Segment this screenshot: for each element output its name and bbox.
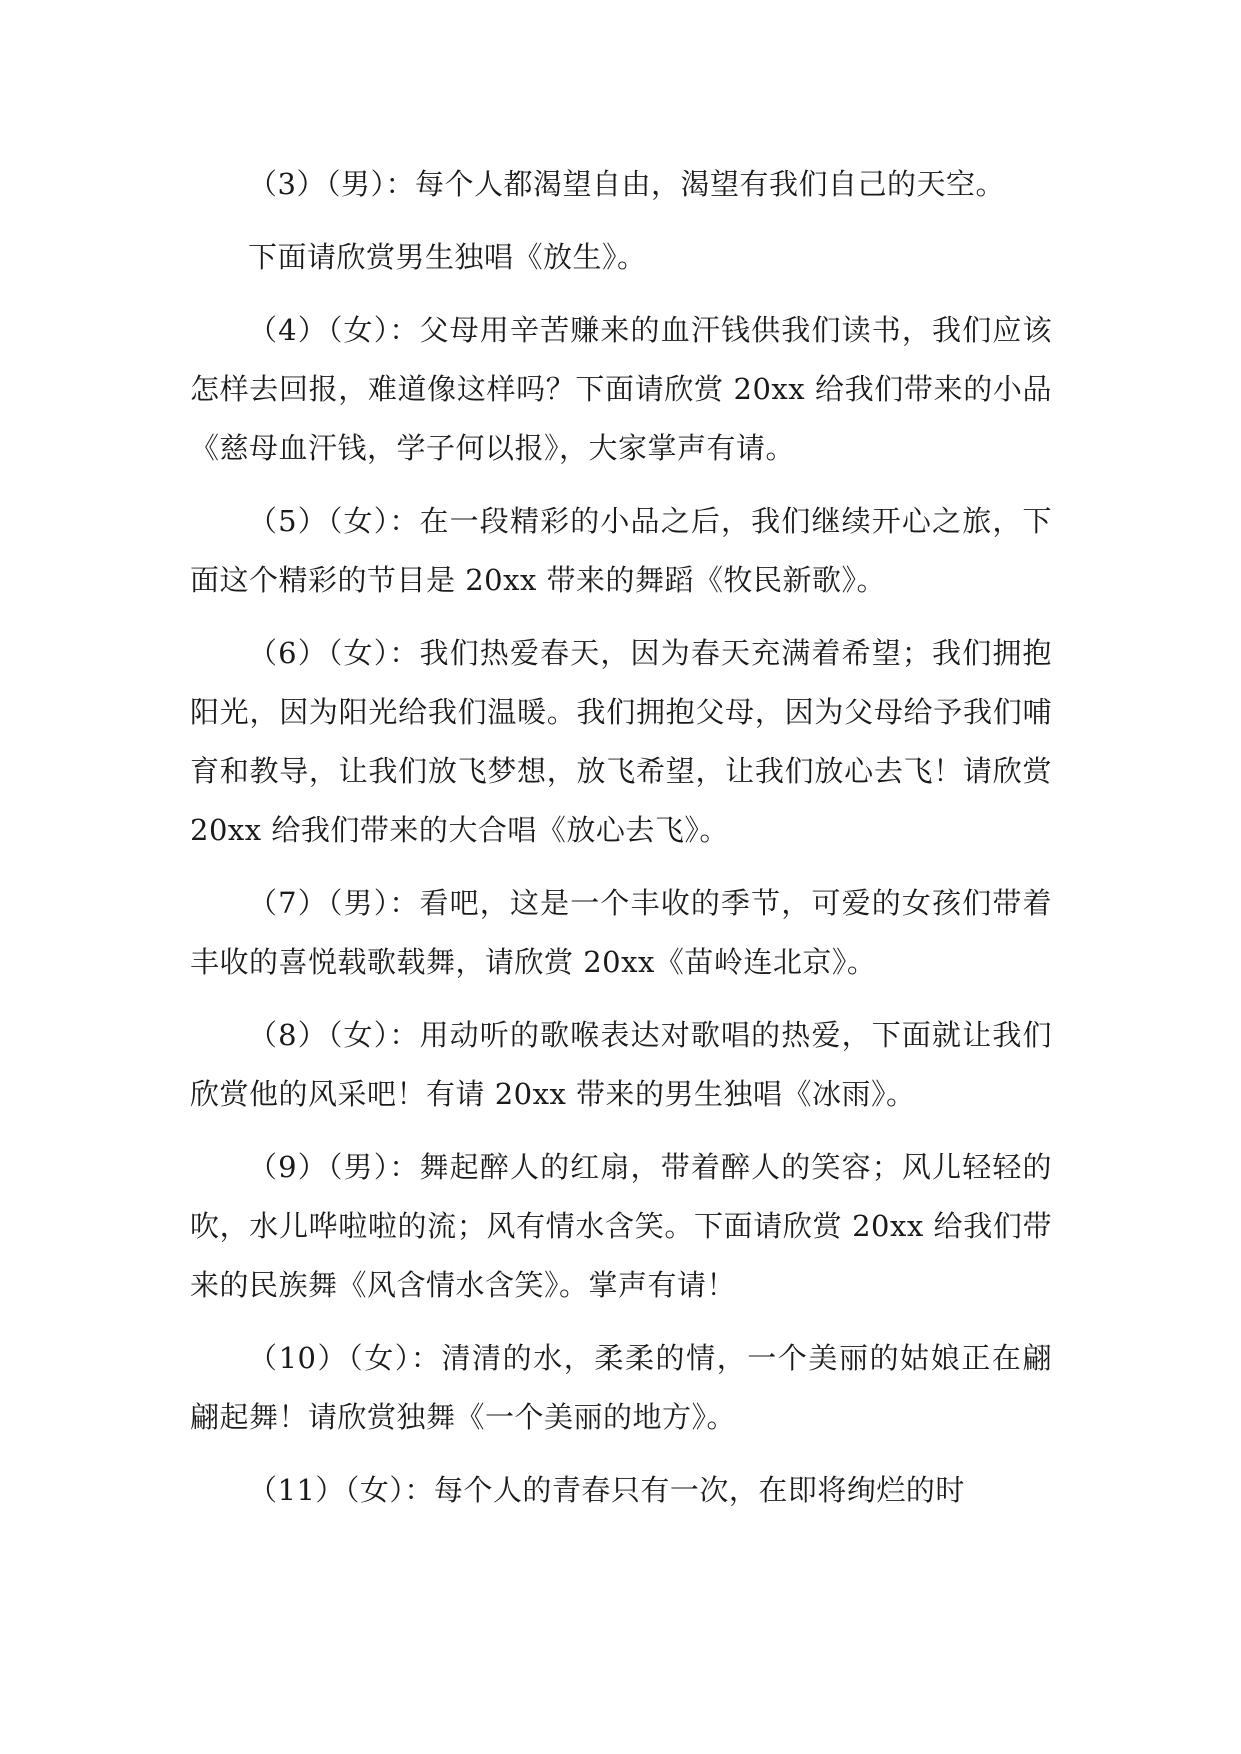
paragraph-10: （10）（女）：清清的水，柔柔的情，一个美丽的姑娘正在翩翩起舞！请欣赏独舞《一个美丽的地方》。 bbox=[190, 1341, 1052, 1434]
paragraph-8: （8）（女）：用动听的歌喉表达对歌唱的热爱，下面就让我们欣赏他的风采吧！有请 20xx 带来的男生独唱《冰雨》。 bbox=[190, 1018, 1052, 1111]
paragraph-5: （5）（女）：在一段精彩的小品之后，我们继续开心之旅，下面这个精彩的节目是 20xx 带来的舞蹈《牧民新歌》。 bbox=[190, 504, 1052, 597]
paragraph-9: （9）（男）：舞起醉人的红扇，带着醉人的笑容；风儿轻轻的吹，水儿哗啦啦的流；风有情水含笑。下面请欣赏 20xx 给我们带来的民族舞《风含情水含笑》。掌声有请！ bbox=[190, 1150, 1052, 1302]
paragraph-11: （11）（女）：每个人的青春只有一次，在即将绚烂的时 bbox=[248, 1473, 965, 1507]
paragraph-4: （4）（女）：父母用辛苦赚来的血汗钱供我们读书，我们应该怎样去回报，难道像这样吗？下面请欣赏 20xx 给我们带来的小品《慈母血汗钱，学子何以报》，大家掌声有请。 bbox=[190, 313, 1052, 465]
paragraph-7: （7）（男）：看吧，这是一个丰收的季节，可爱的女孩们带着丰收的喜悦载歌载舞，请欣赏 20xx《苗岭连北京》。 bbox=[190, 886, 1052, 979]
paragraph-solo-intro: 下面请欣赏男生独唱《放生》。 bbox=[248, 240, 647, 274]
document-body bbox=[190, 155, 1052, 1534]
paragraph-6: （6）（女）：我们热爱春天，因为春天充满着希望；我们拥抱阳光，因为阳光给我们温暖。我们拥抱父母，因为父母给予我们哺育和教导，让我们放飞梦想，放飞希望，让我们放心去飞！请欣赏 20xx 给我们带来的大合唱《放心去飞》。 bbox=[190, 636, 1052, 847]
paragraph-3: （3）（男）：每个人都渴望自由，渴望有我们自己的天空。 bbox=[248, 167, 1005, 201]
